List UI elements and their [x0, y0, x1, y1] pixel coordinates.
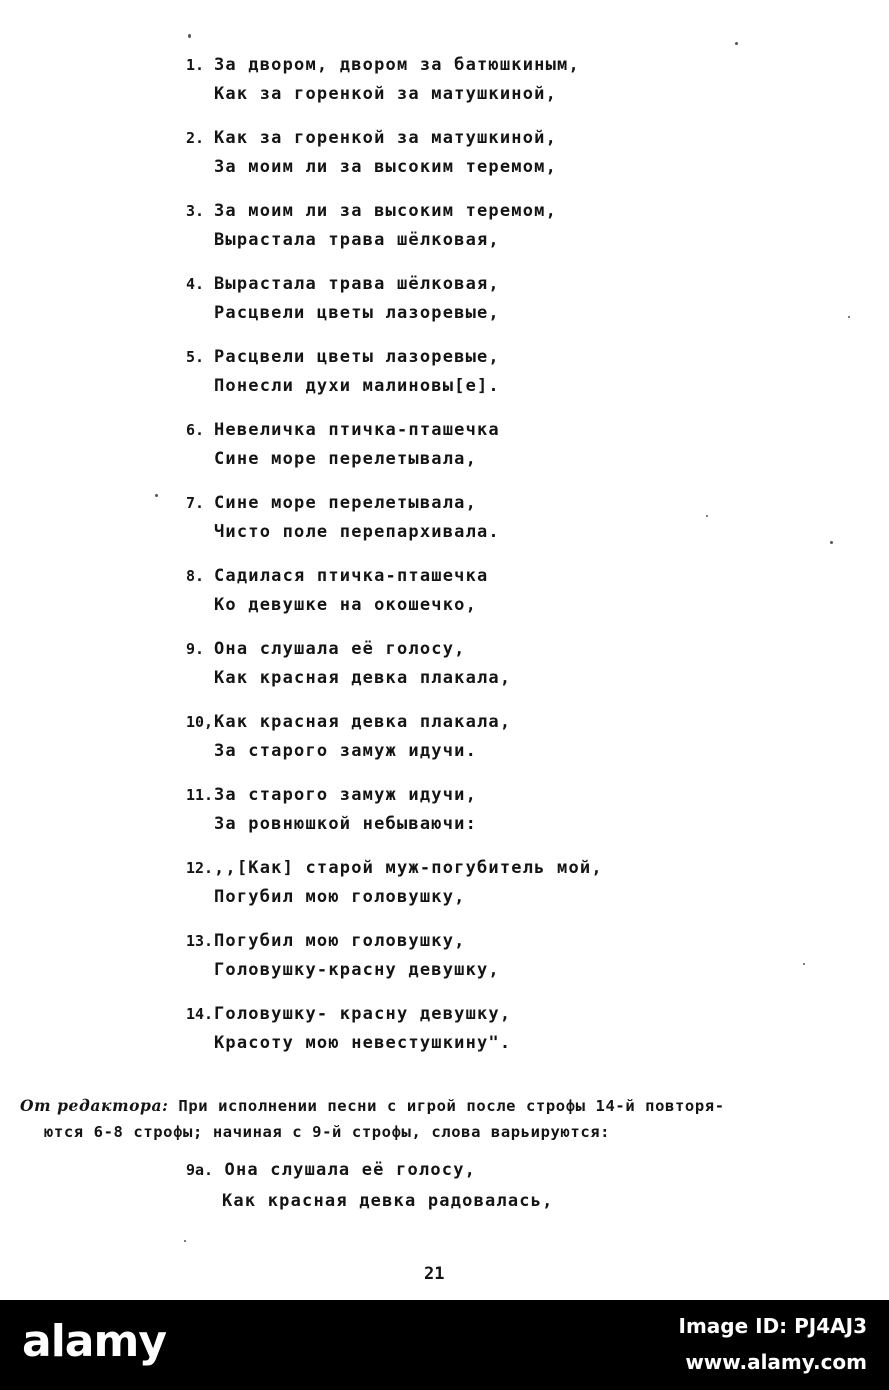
stanza-line: Она слушала её голосу,	[224, 1160, 477, 1180]
stanza-line: Сине море перелетывала,	[214, 449, 478, 469]
stanza-line: Ко девушке на окошечко,	[214, 595, 478, 615]
print-speck	[848, 316, 850, 318]
page-number: 21	[424, 1264, 445, 1284]
stanza-number: 4.	[186, 275, 205, 293]
print-speck	[735, 42, 738, 45]
stanza-number: 8.	[186, 567, 205, 585]
stanza-line: Головушку- красну девушку,	[214, 1004, 512, 1024]
stanza	[186, 780, 889, 853]
stanza-number: 14.	[186, 1005, 214, 1023]
stanza-line: За ровнюшкой небываючи:	[214, 814, 478, 834]
stanza	[186, 269, 889, 342]
print-speck	[184, 1240, 186, 1242]
watermark-banner	[0, 1300, 889, 1390]
stanza-line: За моим ли за высоким теремом,	[214, 157, 558, 177]
stanza-number: 2.	[186, 129, 205, 147]
editor-note-line	[20, 1093, 870, 1119]
stanza-line: Вырастала трава шёлковая,	[214, 230, 500, 250]
stanza-line: За моим ли за высоким теремом,	[214, 201, 558, 221]
stanza-number: 10,	[186, 713, 214, 731]
stanza	[186, 123, 889, 196]
stanza-line: Как за горенкой за матушкиной,	[214, 128, 558, 148]
stanza-number: 5.	[186, 348, 205, 366]
stanza	[186, 707, 889, 780]
print-speck	[830, 541, 833, 544]
stanza-number: 9.	[186, 640, 205, 658]
stanza-line: Как красная девка радовалась,	[222, 1191, 554, 1211]
stanza-number: 6.	[186, 421, 205, 439]
stanza	[186, 926, 889, 999]
stanza-line: Как красная девка плакала,	[214, 668, 512, 688]
stanza-line: Сине море перелетывала,	[214, 493, 478, 513]
stanza-line: Понесли духи малиновы[е].	[214, 376, 500, 396]
stanza	[186, 561, 889, 634]
stanza-line: Невеличка птичка-пташечка	[214, 420, 500, 440]
editor-note	[20, 1093, 870, 1145]
stanza-number: 12.	[186, 859, 214, 877]
editor-note-text: ются 6-8 строфы; начиная с 9-й строфы, слова варьируются:	[44, 1123, 611, 1141]
watermark-site: www.alamy.com	[685, 1350, 867, 1374]
stanza-line: ,,[Как] старой муж-погубитель мой,	[214, 858, 603, 878]
stanza	[186, 488, 889, 561]
stanza-number: 7.	[186, 494, 205, 512]
stanza	[186, 196, 889, 269]
stanza-line: Головушку-красну девушку,	[214, 960, 500, 980]
stanza-line: Расцвели цветы лазоревые,	[214, 347, 500, 367]
stanza-line: Погубил мою головушку,	[214, 931, 466, 951]
stanza	[186, 999, 889, 1072]
stanza-line: Расцвели цветы лазоревые,	[214, 303, 500, 323]
stanza-line: Как за горенкой за матушкиной,	[214, 84, 558, 104]
stanza	[186, 415, 889, 488]
stanza-number: 11.	[186, 786, 214, 804]
stanza	[186, 853, 889, 926]
variant-stanza-line	[186, 1155, 554, 1186]
variant-stanza	[186, 1155, 554, 1217]
stanza	[186, 634, 889, 707]
stanza-line: За старого замуж идучи,	[214, 785, 478, 805]
stanza-line: За двором, двором за батюшкиным,	[214, 55, 580, 75]
stanza-line: Чисто поле перепархивала.	[214, 522, 500, 542]
song-verses	[0, 50, 889, 1072]
stanza-line: Как красная девка плакала,	[214, 712, 512, 732]
stanza-number: 3.	[186, 202, 205, 220]
stanza-number: 13.	[186, 932, 214, 950]
print-speck	[155, 494, 158, 497]
stanza-line: За старого замуж идучи.	[214, 741, 478, 761]
stanza	[186, 50, 889, 123]
stanza-line: Вырастала трава шёлковая,	[214, 274, 500, 294]
editor-note-label: От редактора:	[20, 1096, 169, 1115]
stanza	[186, 342, 889, 415]
watermark-image-id: Image ID: PJ4AJ3	[678, 1314, 867, 1338]
watermark-logo: alamy	[22, 1316, 166, 1367]
stanza-number: 9а.	[186, 1161, 214, 1179]
stanza-line: Садилася птичка-пташечка	[214, 566, 489, 586]
stanza-line: Она слушала её голосу,	[214, 639, 466, 659]
stanza-number: 1.	[186, 56, 205, 74]
print-speck	[803, 963, 805, 965]
stanza-line: Красоту мою невестушкину".	[214, 1033, 512, 1053]
stanza-line: Погубил мою головушку,	[214, 887, 466, 907]
print-speck	[706, 515, 708, 517]
editor-note-text: При исполнении песни с игрой после строфы 14-й повторя-	[178, 1097, 725, 1115]
print-speck	[188, 34, 191, 38]
